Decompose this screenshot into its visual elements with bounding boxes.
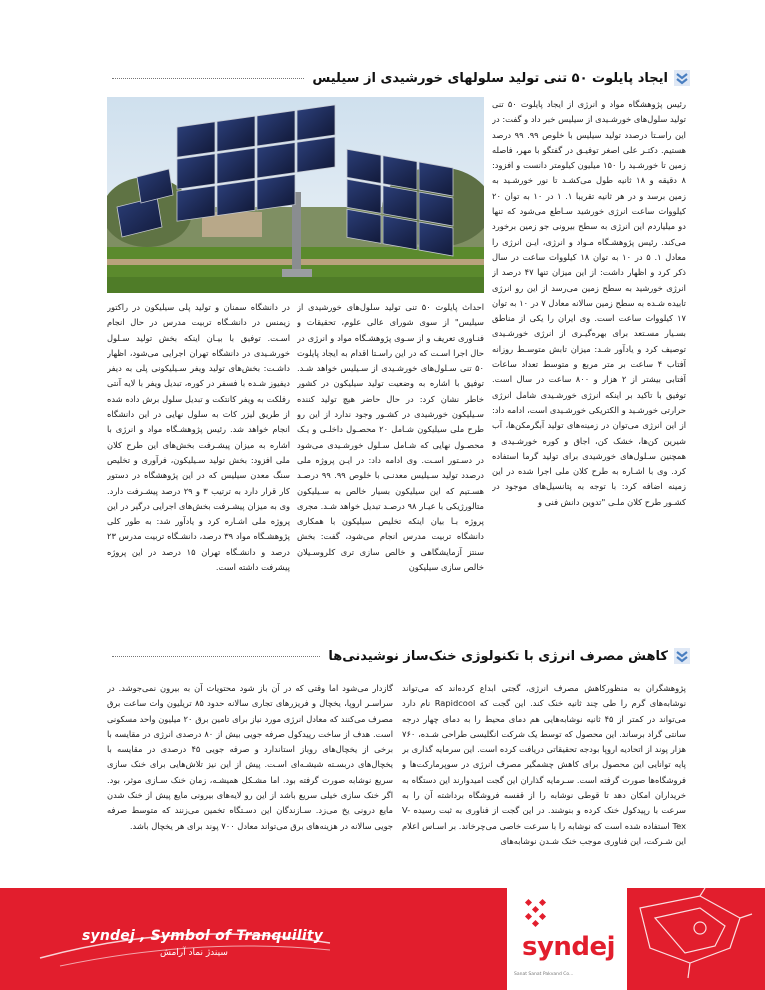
article1-text-right: رئیس پژوهشگاه مواد و انرژی از ایجاد پایلوت ۵۰ تنی تولید سلول‌های خورشـیدی از سیلیس خبر داد و گفت: در این راسـتا درصدد تولید سیلیس با خلوص ۹۹. ۹۹ درصد هستیم. دکتـر علی اصغر توفیـق در گفتگو با مهر، فاصله زمین تا خورشـید را ۱۵۰ میلیون کیلومتر دانست و افزود: ۸ دقیقه و ۱۸ ثانیه طول می‌کشـد تا نور خورشـید به زمین برسد و در هر ثانیه تقریبا ۱. ۱ در ۱۰ به توان ۲۰ کیلووات ساعت انرژی خورشید سـاطع می‌شود که تنها دو میلیاردم این انرژی به سطح بیرونی جو زمین برخورد می‌کند. رئیس پژوهشـگاه مـواد و انرژی، ایـن انرژی را معادل ۱. ۵ در ۱۰ به توان ۱۸ کیلووات ساعت در سال ذکر کرد و اظهار داشت: از این میزان تنها ۴۷ درصد از انرژی خورشید به سطح زمین می‌رسد از این رو انرژی تابیده شـده به سطح زمین سالانه معادل ۷ در ۱۰ به توان ۱۷ کیلووات ساعت است. وی ایران را یکی از مناطق بسـیار مسـتعد برای بهره‌گیـری از انرژی خورشـیدی توصیف کرد و یادآور شـد: میزان تابش متوسـط روزانه آفتاب ۴ ساعت بر متر مربع و متوسط تعداد ساعات آفتابی بیشتر از ۲ هزار و ۸۰۰ ساعت در سال است. توفیق با تاکید بر اینکه انرژی خورشـیدی شامل انرژی حرارتی خورشـید و الکتریکی خورشـیدی است، ادامه داد: از این انرژی می‌توان در زمینه‌های تولید آبگرمکن‌ها، آب شیرین کن‌ها، خشک کن، اجاق و کوره خورشـیدی و همچنین سـلول‌های خورشیدی برای تولید گرما استفاده کرد. وی با اشـاره به طرح کلان ملی اجرا شده در این زمینه اضافه کرد: با توجه به پتانسیل‌های موجود در کشـور طرح کلان ملـی "تدوین دانش فنی و <box>492 99 686 507</box>
logo-wordmark: syndej <box>522 932 616 962</box>
article2-column-left <box>107 681 393 881</box>
article1-title: ایجاد پایلوت ۵۰ تنی تولید سلولهای خورشیدی از سیلیس <box>312 70 668 86</box>
article2-text-left: گازدار می‌شود اما وقتی که در آن باز شود محتویات آن به بیرون نمی‌جوشد. در سراسـر اروپا، یخچال و فریزرهای تجاری سالانه حدود ۸۵ تریلیون وات ساعت برق مصرف می‌کنند که معادل انرژی مورد نیاز برای تامین برق ۲۰ میلیون واحد مسکونی است. هدف از ساخت رپیدکول صرفه جویی بیش از ۸۰ درصدی انرژی در مقایسه با برخی از یخچال‌های روباز استاندارد و صرفه جویی ۴۵ درصدی در مقایسه با یخچال‌های دربسـته شیشـه‌ای اسـت. پیش از این نیز تلاش‌هایی برای خنک سازی سریع نوشابه صورت گرفته بود. اما مشـکل همیشـه، زمان خنک سـازی موثر، بود. اگر خنک سازی خیلی سریع باشد از این رو لایه‌های بیرونی مایع پیش از خنک شدن مایع درونی یخ می‌زد. سـازندگان این دسـتگاه تخمین می‌زنند که متوسط صرفه جویی سالانه در هزینه‌های برق می‌تواند معادل ۷۰۰ پوند برای هر یخچال باشد. <box>107 683 393 831</box>
footer-banner <box>0 888 765 990</box>
article2-column-right <box>402 681 686 881</box>
footer-tagline-fa: سیندژ نماد آرامش <box>160 948 228 958</box>
heading-divider <box>112 656 320 657</box>
article2-text-right: پژوهشگران به منظورکاهش مصرف انرژی، گجتی ابداع کرده‌اند که می‌تواند نوشابه‌های گرم را طی چند ثانیه خنک کند. این گجت که Rapidcool نام دارد می‌تواند در کمتر از ۴۵ ثانیه نوشابه‌هایی هم دمای محیط را به دمای چهار درجه سانتی گراد برساند. این محصول که توسط یک شرکت انگلیسی طراحی شـده، ۷۶۰ هزار پوند از اتحادیه اروپا بودجه تحقیقاتی دریافت کرده است. این سرمایه گذاری بر پایه توانایی این محصول برای کاهش چشمگیر مصرف انرژی در سوپرمارکت‌ها و فروشگاه‌ها صورت گرفته است. سـرمایه گذاران این گجت امیدوارند این دستگاه به خریداران امکان دهد تا قوطی نوشابه را از قفسه فروشگاه برداشته آن را به سرعت با رپیدکول خنک کرده و بنوشند. در این گجت از فناوری به ثبت رسیده V-Tex استفاده شده است که نوشابه را با سرعت خاصی می‌چرخاند. بر اسـاس اعلام این شـرکت، این فناوری موجب خنک شـدن نوشابه‌های <box>402 683 686 846</box>
solar-panels-photo <box>107 97 484 293</box>
chevron-down-icon <box>674 70 690 86</box>
article1-column-middle <box>297 300 484 620</box>
syndej-logo-icon <box>522 896 554 930</box>
logo-subtitle: Sanat Sanat Pakvand Co... <box>514 972 574 977</box>
article2-title: کاهش مصرف انرژی با تکنولوژی خنک‌ساز نوشیدنی‌ها <box>328 648 668 664</box>
heading-divider <box>112 78 304 79</box>
article1-column-right <box>492 97 686 617</box>
article1-column-left <box>107 300 290 620</box>
article1-heading <box>104 70 690 86</box>
article2-heading <box>104 648 690 664</box>
article1-text-middle: احداث پایلوت ۵۰ تنی تولید سلول‌های خورشیدی از سیلیس" از سوی شورای عالی علوم، تحقیقات و فنـاوری تعریف و از سـوی پژوهشـگاه مواد و انرژی در حال اجرا اسـت که در این راسـتا اقدام به ایجاد پایلوت ۵۰ تنی سـلول‌های خورشـیدی از سـیلیس خواهد شـد. توفیق با اشاره به وضعیت تولید سیلیکون در کشور خاطر نشان کرد: در حال حاضر هیچ تولید کننده سـیلیکون خورشیدی در کشـور وجود ندارد از این رو طرح ملی سیلیکون شـامل ۲۰ محصـول داخلـی و یـک محصـول نهایی که شـامل سـلول خورشـیدی می‌شود در دسـتور اسـت. وی ادامه داد: در ایـن پروژه ملی درصدد تولید سـیلیس معدنـی با خلوص ۹۹. ۹۹ درصـد هسـتیم که این سیلیکون بسیار خالص به سـیلیکون متالورژیکی با عیـار ۹۸ درصـد تبدیل خواهد شـد. مجری پروژه بـا بیان اینکه تخلیص سیلیکون با همکاری دانشگاه تربیت مدرس انجام می‌شود، گفت: بخش سنتز آزمایشگاهی و خالص سازی تری کلروسـیلان خالص سازی سیلیکون <box>297 302 484 573</box>
footer-tagline-en: syndej , Symbol of Tranquility <box>82 928 324 944</box>
chevron-down-icon <box>674 648 690 664</box>
article1-text-left: در دانشگاه سمنان و تولید پلی سیلیکون در راکتور زیمنس در دانشـگاه تربیت مدرس در حال انجام اسـت. توفیق با بیـان اینکه بخش تولید سـلول خورشـیدی در دانشگاه تهران اجرایی می‌شود، اظهار داشـت: بخش‌های تولید ویفر سـیلیکونی پلی به دیفر دیفیوز شـده با فسفر در کوره، تبدیل ویفر با لایه آنتی رفلکت به ویفر کانتکت و تبدیل سلول برش داده شده از طریق لیزر کات به سلول نهایی در این دانشگاه انجام خواهد شد. رئیس پژوهشـگاه مواد و انرژی با اشاره به میزان پیشـرفت بخش‌های این طرح کلان ملی افزود: بخش تولید سـیلیکون، فرآوری و تخلیص سنگ معدن سیلیس که در این پژوهشگاه در دستور کار قرار دارد به ترتیب ۳ و ۲۹ درصد پیشـرفت دارد. وی به میزان پیشـرفت بخش‌های اجرایی درگیر در این پروژه ملی اشـاره کرد و یادآور شد: به طور کلی پژوهشـگاه مواد ۳۹ درصد، دانشـگاه تربیت مدرس ۲۳ درصد و دانشـگاه تهران ۱۵ درصد در این پروژه پیشرفت داشته است. <box>107 302 290 573</box>
